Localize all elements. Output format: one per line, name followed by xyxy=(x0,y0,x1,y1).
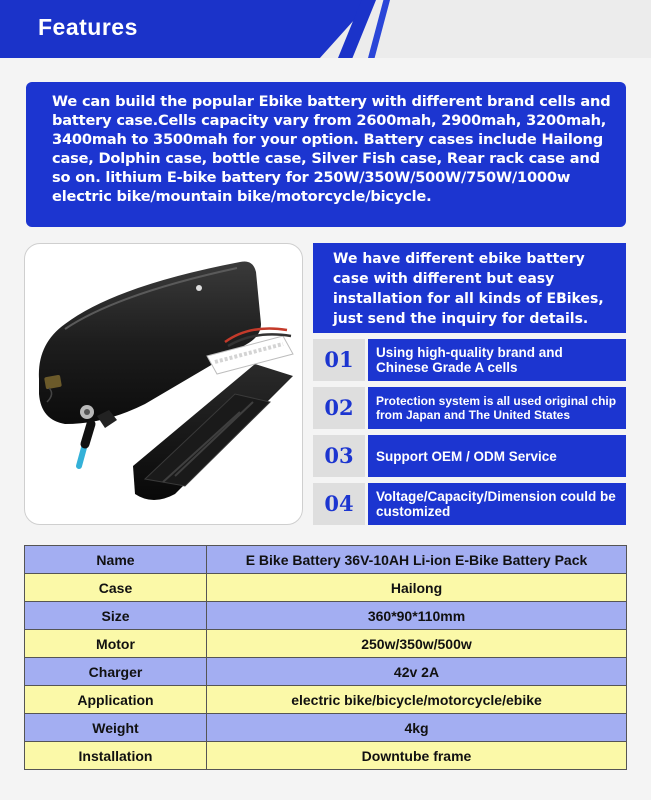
page-title: Features xyxy=(38,14,138,40)
feature-text: Support OEM / ODM Service xyxy=(368,435,626,477)
spec-value: Downtube frame xyxy=(207,742,627,770)
table-row xyxy=(25,546,627,574)
feature-text: Protection system is all used original chip from Japan and The United States xyxy=(368,387,626,429)
spec-value: 360*90*110mm xyxy=(207,602,627,630)
product-photo xyxy=(24,243,303,525)
spec-label: Charger xyxy=(25,658,207,686)
feature-text: Using high-quality brand and Chinese Grade A cells xyxy=(368,339,626,381)
feature-number: 01 xyxy=(313,339,365,381)
spec-label: Installation xyxy=(25,742,207,770)
case-info-text: We have different ebike battery case with different but easy installation for all kinds of EBikes, just send the inquiry for details. xyxy=(313,243,626,333)
feature-item xyxy=(313,483,626,525)
feature-number: 04 xyxy=(313,483,365,525)
table-row xyxy=(25,742,627,770)
spec-label: Case xyxy=(25,574,207,602)
spec-value: 4kg xyxy=(207,714,627,742)
spec-label: Motor xyxy=(25,630,207,658)
spec-label: Application xyxy=(25,686,207,714)
spec-value: electric bike/bicycle/motorcycle/ebike xyxy=(207,686,627,714)
intro-text: We can build the popular Ebike battery with different brand cells and battery case.Cells capacity vary from 2600mah, 2900mah, 3200mah, 3400mah to 3500mah for your option. Battery cases include Hailong case, Dolphin case, bottle case, Silver Fish case, Rear rack case and so on. lithium E-bike battery for 250W/350W/500W/750W/1000w electric bike/mountain bike/motorcycle/bicycle. xyxy=(26,82,626,227)
table-row xyxy=(25,630,627,658)
battery-image xyxy=(25,244,302,524)
feature-number: 02 xyxy=(313,387,365,429)
feature-number: 03 xyxy=(313,435,365,477)
feature-text: Voltage/Capacity/Dimension could be customized xyxy=(368,483,626,525)
feature-item xyxy=(313,387,626,429)
spec-value: Hailong xyxy=(207,574,627,602)
table-row xyxy=(25,658,627,686)
spec-label: Size xyxy=(25,602,207,630)
spec-table xyxy=(24,545,627,770)
table-row xyxy=(25,574,627,602)
spec-value: E Bike Battery 36V-10AH Li-ion E-Bike Battery Pack xyxy=(207,546,627,574)
table-row xyxy=(25,714,627,742)
spec-value: 42v 2A xyxy=(207,658,627,686)
spec-label: Weight xyxy=(25,714,207,742)
table-row xyxy=(25,686,627,714)
feature-item xyxy=(313,435,626,477)
feature-item xyxy=(313,339,626,381)
table-row xyxy=(25,602,627,630)
spec-label: Name xyxy=(25,546,207,574)
spec-value: 250w/350w/500w xyxy=(207,630,627,658)
